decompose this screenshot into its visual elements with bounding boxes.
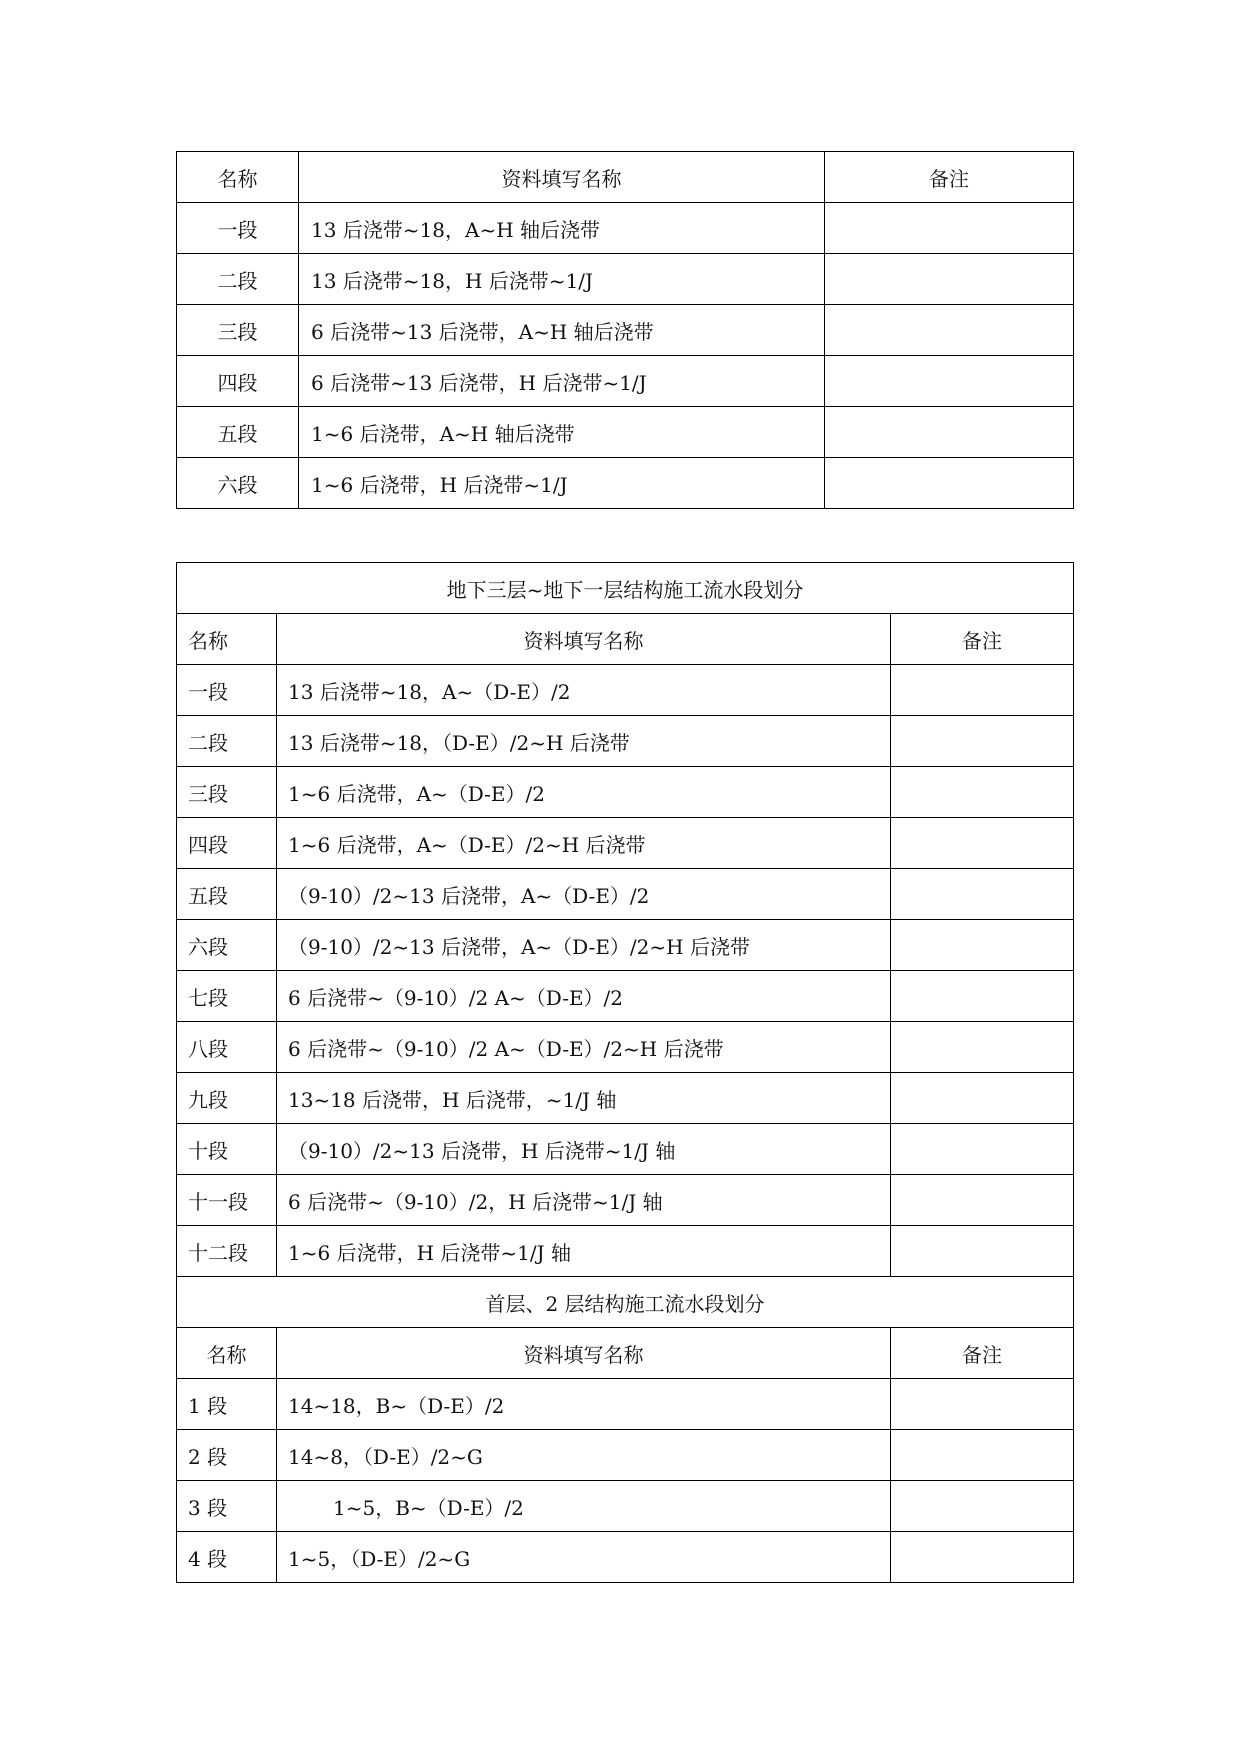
table-row <box>177 1379 1074 1430</box>
row-name: 一段 <box>177 665 277 716</box>
row-desc: 14~18，B~（D-E）/2 <box>277 1379 891 1430</box>
row-desc: 6 后浇带~（9-10）/2，H 后浇带~1/J 轴 <box>277 1175 891 1226</box>
row-desc: 1~5，B~（D-E）/2 <box>277 1481 891 1532</box>
table-row <box>177 203 1074 254</box>
row-desc: 1~6 后浇带，H 后浇带~1/J 轴 <box>277 1226 891 1277</box>
row-name: 六段 <box>177 458 299 509</box>
section-title-basement: 地下三层~地下一层结构施工流水段划分 <box>177 563 1074 614</box>
header-name: 名称 <box>177 1328 277 1379</box>
table-row <box>177 818 1074 869</box>
header-name: 名称 <box>177 152 299 203</box>
segment-table-lower <box>176 562 1074 1583</box>
row-name: 九段 <box>177 1073 277 1124</box>
row-remark <box>891 1022 1074 1073</box>
header-desc: 资料填写名称 <box>277 614 891 665</box>
table-row <box>177 254 1074 305</box>
table-row <box>177 665 1074 716</box>
row-name: 四段 <box>177 356 299 407</box>
row-remark <box>891 665 1074 716</box>
row-name: 六段 <box>177 920 277 971</box>
row-desc: 1~6 后浇带，A~（D-E）/2 <box>277 767 891 818</box>
row-name: 四段 <box>177 818 277 869</box>
table-row <box>177 1022 1074 1073</box>
row-desc: 13 后浇带~18，H 后浇带~1/J <box>299 254 825 305</box>
row-remark <box>891 869 1074 920</box>
table-row <box>177 971 1074 1022</box>
row-remark <box>891 1379 1074 1430</box>
section-title-ground: 首层、2 层结构施工流水段划分 <box>177 1277 1074 1328</box>
row-name: 十二段 <box>177 1226 277 1277</box>
table-row <box>177 458 1074 509</box>
row-name: 五段 <box>177 869 277 920</box>
row-name: 八段 <box>177 1022 277 1073</box>
row-name: 3 段 <box>177 1481 277 1532</box>
row-remark <box>891 1073 1074 1124</box>
row-remark <box>891 1532 1074 1583</box>
table-row <box>177 356 1074 407</box>
row-name: 三段 <box>177 305 299 356</box>
table-row <box>177 1532 1074 1583</box>
row-name: 七段 <box>177 971 277 1022</box>
table-row <box>177 305 1074 356</box>
row-desc: 13 后浇带~18，A~（D-E）/2 <box>277 665 891 716</box>
table-header-row <box>177 1328 1074 1379</box>
table-row <box>177 869 1074 920</box>
table-row <box>177 1175 1074 1226</box>
row-desc: 6 后浇带~13 后浇带，H 后浇带~1/J <box>299 356 825 407</box>
row-desc: 14~8，（D-E）/2~G <box>277 1430 891 1481</box>
table-row <box>177 407 1074 458</box>
row-remark <box>891 1226 1074 1277</box>
row-remark <box>825 254 1074 305</box>
row-remark <box>891 920 1074 971</box>
header-remark: 备注 <box>891 1328 1074 1379</box>
table-row <box>177 716 1074 767</box>
row-remark <box>891 1481 1074 1532</box>
section-title-row <box>177 1277 1074 1328</box>
row-remark <box>891 818 1074 869</box>
row-name: 1 段 <box>177 1379 277 1430</box>
row-desc: （9-10）/2~13 后浇带，H 后浇带~1/J 轴 <box>277 1124 891 1175</box>
row-remark <box>891 1430 1074 1481</box>
row-remark <box>825 458 1074 509</box>
row-remark <box>891 1175 1074 1226</box>
row-desc: 6 后浇带~13 后浇带，A~H 轴后浇带 <box>299 305 825 356</box>
row-remark <box>891 767 1074 818</box>
row-name: 三段 <box>177 767 277 818</box>
row-name: 4 段 <box>177 1532 277 1583</box>
row-desc: 1~6 后浇带，A~（D-E）/2~H 后浇带 <box>277 818 891 869</box>
header-desc: 资料填写名称 <box>277 1328 891 1379</box>
row-name: 二段 <box>177 716 277 767</box>
table-header-row <box>177 152 1074 203</box>
table-row <box>177 1226 1074 1277</box>
header-desc: 资料填写名称 <box>299 152 825 203</box>
row-desc: 1~6 后浇带，A~H 轴后浇带 <box>299 407 825 458</box>
row-desc: 13 后浇带~18，（D-E）/2~H 后浇带 <box>277 716 891 767</box>
row-remark <box>825 203 1074 254</box>
segment-table-upper <box>176 151 1074 509</box>
table-header-row <box>177 614 1074 665</box>
row-desc: 6 后浇带~（9-10）/2 A~（D-E）/2~H 后浇带 <box>277 1022 891 1073</box>
table-row <box>177 1481 1074 1532</box>
row-name: 一段 <box>177 203 299 254</box>
row-desc: 6 后浇带~（9-10）/2 A~（D-E）/2 <box>277 971 891 1022</box>
header-remark: 备注 <box>825 152 1074 203</box>
header-name: 名称 <box>177 614 277 665</box>
row-remark <box>825 407 1074 458</box>
header-remark: 备注 <box>891 614 1074 665</box>
row-name: 十段 <box>177 1124 277 1175</box>
row-remark <box>891 1124 1074 1175</box>
row-name: 十一段 <box>177 1175 277 1226</box>
row-desc: 1~5，（D-E）/2~G <box>277 1532 891 1583</box>
row-desc: 13~18 后浇带，H 后浇带，~1/J 轴 <box>277 1073 891 1124</box>
section-title-row <box>177 563 1074 614</box>
table-row <box>177 767 1074 818</box>
table-row <box>177 1430 1074 1481</box>
row-name: 五段 <box>177 407 299 458</box>
row-desc: （9-10）/2~13 后浇带，A~（D-E）/2 <box>277 869 891 920</box>
row-desc: 1~6 后浇带，H 后浇带~1/J <box>299 458 825 509</box>
row-desc: （9-10）/2~13 后浇带，A~（D-E）/2~H 后浇带 <box>277 920 891 971</box>
table-row <box>177 1124 1074 1175</box>
row-remark <box>891 716 1074 767</box>
row-name: 二段 <box>177 254 299 305</box>
table-row <box>177 920 1074 971</box>
table-row <box>177 1073 1074 1124</box>
row-remark <box>891 971 1074 1022</box>
row-desc: 13 后浇带~18，A~H 轴后浇带 <box>299 203 825 254</box>
row-name: 2 段 <box>177 1430 277 1481</box>
row-remark <box>825 305 1074 356</box>
row-remark <box>825 356 1074 407</box>
